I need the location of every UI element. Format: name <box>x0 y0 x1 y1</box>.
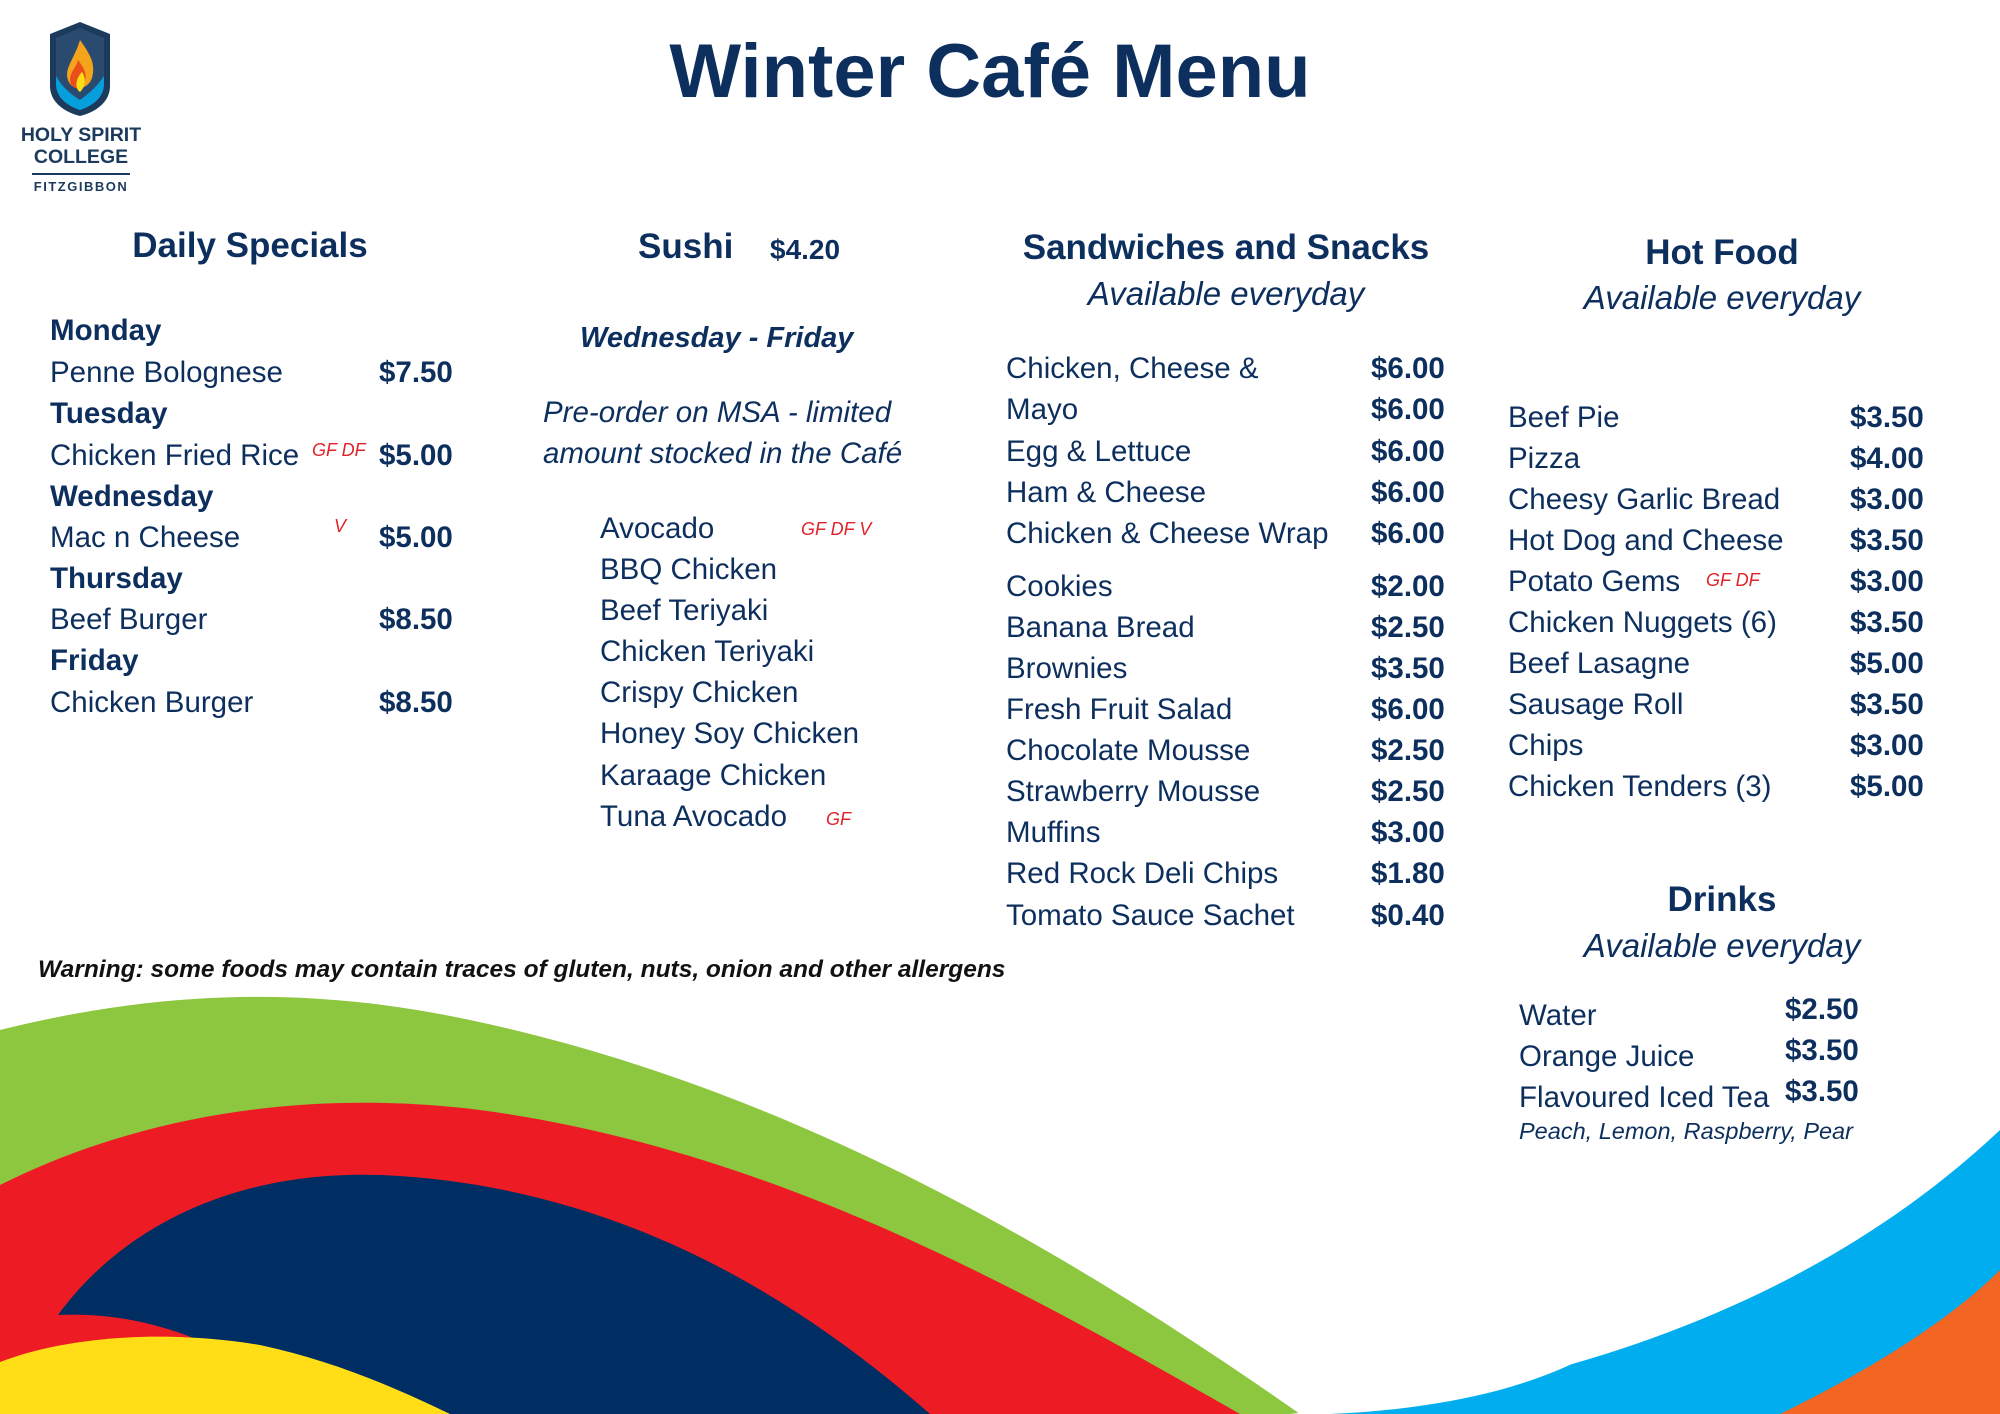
hot-food-item: Potato Gems <box>1508 565 1681 598</box>
sandwiches-subtitle: Available everyday <box>1087 275 1365 312</box>
sandwiches-heading: Sandwiches and Snacks <box>1022 228 1430 267</box>
hot-food-item: Beef Lasagne <box>1508 647 1691 680</box>
hot-food-item: Pizza <box>1508 442 1581 475</box>
sushi-item: Tuna Avocado <box>600 800 787 833</box>
special-day: Tuesday <box>50 397 168 430</box>
sandwich-item: Chicken & Cheese Wrap <box>1006 517 1329 550</box>
drinks-heading: Drinks <box>1667 880 1777 919</box>
snack-price: $2.50 <box>1371 734 1445 767</box>
special-item: Beef Burger <box>50 603 208 636</box>
iced-tea-flavours: Peach, Lemon, Raspberry, Pear <box>1519 1118 1853 1144</box>
snack-item: Tomato Sauce Sachet <box>1006 899 1295 932</box>
special-day: Wednesday <box>50 480 214 513</box>
hot-food-price: $3.00 <box>1850 483 1924 516</box>
snack-price: $3.50 <box>1371 652 1445 685</box>
college-name-line2: COLLEGE <box>33 146 129 168</box>
hot-food-heading: Hot Food <box>1645 233 1799 272</box>
snack-item: Muffins <box>1006 816 1101 849</box>
dietary-tag: V <box>334 516 347 536</box>
drink-item: Water <box>1519 999 1597 1032</box>
hot-food-item: Hot Dog and Cheese <box>1508 524 1784 557</box>
special-price: $5.00 <box>379 521 453 554</box>
drink-item: Flavoured Iced Tea <box>1519 1081 1770 1114</box>
sushi-note-line1: Pre-order on MSA - limited <box>543 396 892 429</box>
hot-food-item: Chips <box>1508 729 1584 762</box>
logo-divider <box>32 173 130 175</box>
snack-price: $2.00 <box>1371 570 1445 603</box>
hot-food-item: Beef Pie <box>1508 401 1620 434</box>
hot-food-price: $3.50 <box>1850 524 1924 557</box>
snack-price: $0.40 <box>1371 899 1445 932</box>
special-item: Chicken Fried Rice <box>50 439 300 472</box>
hot-food-price: $3.50 <box>1850 401 1924 434</box>
sushi-item: Honey Soy Chicken <box>600 717 860 750</box>
snack-item: Strawberry Mousse <box>1006 775 1261 808</box>
college-name <box>0 124 162 168</box>
hot-food-price: $3.50 <box>1850 606 1924 639</box>
hot-food-item: Chicken Tenders (3) <box>1508 770 1772 803</box>
drink-price: $3.50 <box>1785 1075 1859 1108</box>
sandwich-price: $6.00 <box>1371 435 1445 468</box>
snack-price: $6.00 <box>1371 693 1445 726</box>
special-price: $5.00 <box>379 439 453 472</box>
drink-price: $3.50 <box>1785 1034 1859 1067</box>
drink-item: Orange Juice <box>1519 1040 1695 1073</box>
sushi-item: Karaage Chicken <box>600 759 827 792</box>
hot-food-price: $3.00 <box>1850 729 1924 762</box>
special-item: Chicken Burger <box>50 686 254 719</box>
snack-item: Brownies <box>1006 652 1128 685</box>
sandwich-price: $6.00 <box>1371 352 1445 385</box>
snack-item: Cookies <box>1006 570 1113 603</box>
hot-food-item: Chicken Nuggets (6) <box>1508 606 1777 639</box>
hot-food-price: $3.00 <box>1850 565 1924 598</box>
hot-food-price: $5.00 <box>1850 647 1924 680</box>
special-price: $7.50 <box>379 356 453 389</box>
sandwich-item: Chicken, Cheese & <box>1006 352 1259 385</box>
sandwich-item: Ham & Cheese <box>1006 476 1207 509</box>
hot-food-item: Sausage Roll <box>1508 688 1684 721</box>
page-title: Winter Café Menu <box>669 29 1311 114</box>
snack-price: $1.80 <box>1371 857 1445 890</box>
snack-item: Fresh Fruit Salad <box>1006 693 1233 726</box>
hot-food-price: $3.50 <box>1850 688 1924 721</box>
snack-item: Banana Bread <box>1006 611 1195 644</box>
hot-food-item: Cheesy Garlic Bread <box>1508 483 1781 516</box>
drink-price: $2.50 <box>1785 993 1859 1026</box>
hot-food-price: $4.00 <box>1850 442 1924 475</box>
sushi-item: BBQ Chicken <box>600 553 778 586</box>
special-item: Penne Bolognese <box>50 356 283 389</box>
sushi-note-line2: amount stocked in the Café <box>543 437 903 470</box>
special-day: Friday <box>50 644 139 677</box>
dietary-tag: GF DF <box>1706 570 1760 590</box>
daily-specials-heading: Daily Specials <box>132 226 368 265</box>
snack-item: Chocolate Mousse <box>1006 734 1251 767</box>
snack-item: Red Rock Deli Chips <box>1006 857 1279 890</box>
sushi-price: $4.20 <box>770 234 841 265</box>
sushi-heading: Sushi <box>638 227 734 266</box>
sandwich-price: $6.00 <box>1371 476 1445 509</box>
sandwich-item: Egg & Lettuce <box>1006 435 1192 468</box>
snack-price: $3.00 <box>1371 816 1445 849</box>
special-item: Mac n Cheese <box>50 521 241 554</box>
special-price: $8.50 <box>379 603 453 636</box>
sandwich-price: $6.00 <box>1371 517 1445 550</box>
special-day: Monday <box>50 314 162 347</box>
sandwich-item: Mayo <box>1006 393 1079 426</box>
dietary-tag: GF <box>826 809 851 829</box>
sushi-item: Chicken Teriyaki <box>600 635 815 668</box>
special-day: Thursday <box>50 562 183 595</box>
sushi-days: Wednesday - Friday <box>580 322 854 354</box>
snack-price: $2.50 <box>1371 775 1445 808</box>
sushi-item: Beef Teriyaki <box>600 594 769 627</box>
college-location: FITZGIBBON <box>33 179 129 194</box>
drinks-subtitle: Available everyday <box>1583 927 1861 964</box>
dietary-tag: GF DF <box>312 440 366 460</box>
special-price: $8.50 <box>379 686 453 719</box>
hot-food-price: $5.00 <box>1850 770 1924 803</box>
dietary-tag: GF DF V <box>801 519 872 539</box>
college-name-line1: HOLY SPIRIT <box>20 124 142 146</box>
allergen-warning: Warning: some foods may contain traces of gluten, nuts, onion and other allergens <box>38 956 1006 983</box>
hot-food-subtitle: Available everyday <box>1583 279 1861 316</box>
sushi-item: Avocado <box>600 512 715 545</box>
sushi-item: Crispy Chicken <box>600 676 799 709</box>
sandwich-price: $6.00 <box>1371 393 1445 426</box>
snack-price: $2.50 <box>1371 611 1445 644</box>
